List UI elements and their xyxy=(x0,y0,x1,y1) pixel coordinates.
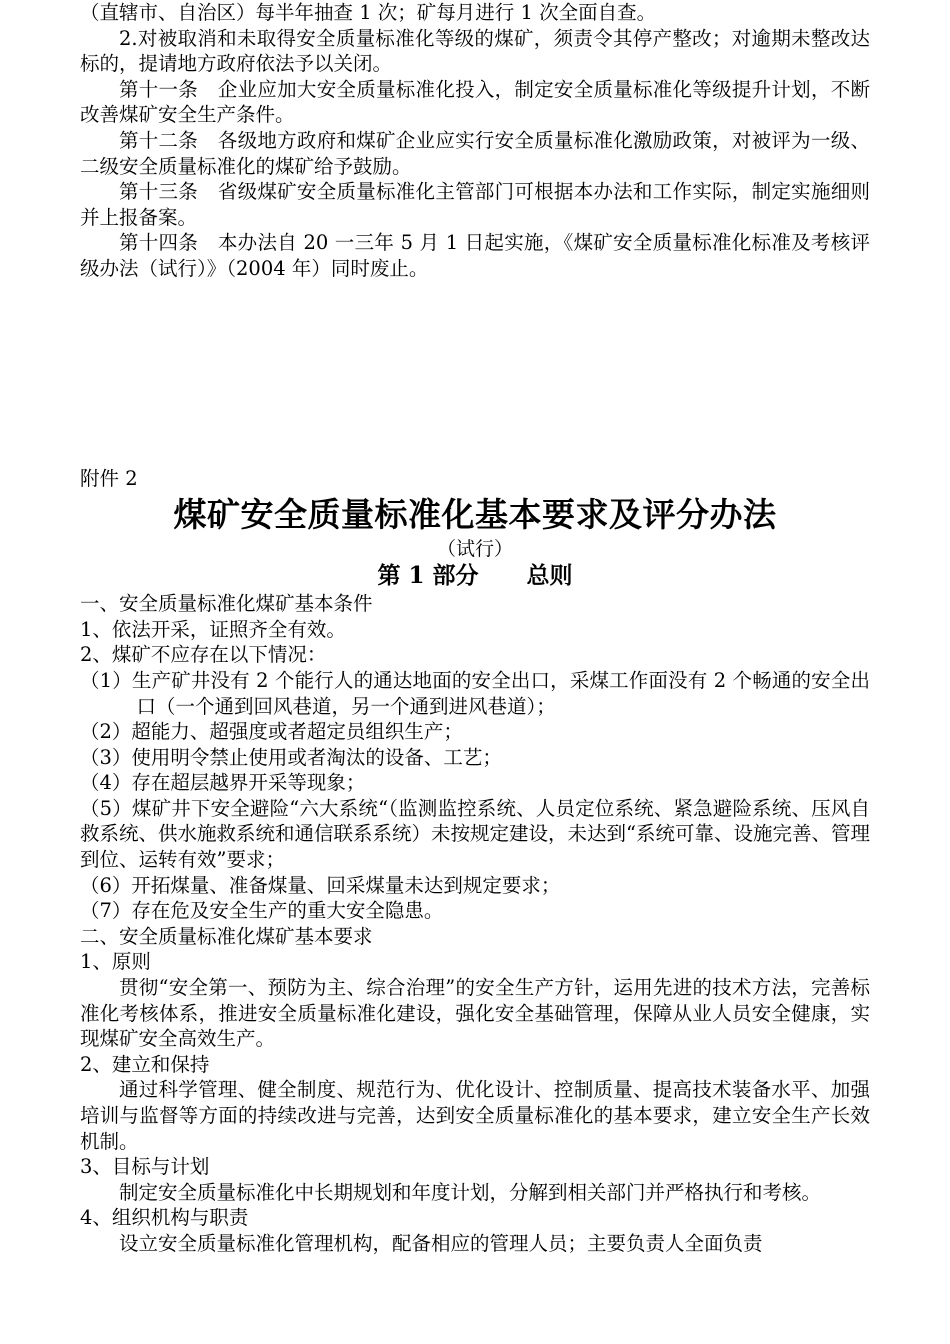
condition-item-2: 2、煤矿不应存在以下情况： xyxy=(80,643,327,667)
article-11: 第十一条 企业应加大安全质量标准化投入，制定安全质量标准化等级提升计划，不断改善煤矿安全生产条件。 xyxy=(80,77,870,127)
condition-sub-7: （7）存在危及安全生产的重大安全隐患。 xyxy=(80,899,444,923)
condition-sub-5: （5）煤矿井下安全避险“六大系统“（监测监控系统、人员定位系统、紧急避险系统、压风自救系统、供水施救系统和通信联系系统）未按规定建设，未达到“系统可靠、设施完善、管理到位、运转有效”要求； xyxy=(80,796,870,872)
condition-sub-3: （3）使用明令禁止使用或者淘汰的设备、工艺； xyxy=(80,745,502,769)
paragraph-item-2: 2.对被取消和未取得安全质量标准化等级的煤矿，须责令其停产整改；对逾期未整改达标的，提请地方政府依法予以关闭。 xyxy=(80,26,870,76)
part-heading: 第 1 部分 总则 xyxy=(377,562,573,590)
condition-sub-2: （2）超能力、超强度或者超定员组织生产； xyxy=(80,720,463,744)
requirement-text-2: 通过科学管理、健全制度、规范行为、优化设计、控制质量、提高技术装备水平、加强培训与监督等方面的持续改进与完善，达到安全质量标准化的基本要求，建立安全生产长效机制。 xyxy=(80,1078,870,1153)
section-heading-1: 一、安全质量标准化煤矿基本条件 xyxy=(80,592,373,616)
document-subtitle: （试行） xyxy=(436,538,513,561)
requirement-heading-2: 2、建立和保持 xyxy=(80,1052,210,1076)
requirement-text-3: 制定安全质量标准化中长期规划和年度计划，分解到相关部门并严格执行和考核。 xyxy=(119,1180,822,1204)
condition-sub-4: （4）存在超层越界开采等现象； xyxy=(80,771,366,795)
article-14: 第十四条 本办法自 20 一三年 5 月 1 日起实施，《煤矿安全质量标准化标准及考核评级办法（试行）》（2004 年）同时废止。 xyxy=(80,231,870,280)
requirement-text-4: 设立安全质量标准化管理机构，配备相应的管理人员；主要负责人全面负责 xyxy=(119,1231,763,1255)
blank-gap xyxy=(80,282,870,460)
requirement-text-1: 贯彻“安全第一、预防为主、综合治理”的安全生产方针，运用先进的技术方法，完善标准化考核体系，推进安全质量标准化建设，强化安全基础管理，保障从业人员安全健康，实现煤矿安全高效生产。 xyxy=(80,976,870,1051)
paragraph-continuation: （直辖市、自治区）每半年抽查 1 次；矿每月进行 1 次全面自查。 xyxy=(80,1,657,24)
requirement-heading-3: 3、目标与计划 xyxy=(80,1155,210,1179)
condition-item-1: 1、依法开采，证照齐全有效。 xyxy=(80,617,346,641)
document-page xyxy=(80,0,870,1257)
article-13: 第十三条 省级煤矿安全质量标准化主管部门可根据本办法和工作实际，制定实施细则并上报备案。 xyxy=(80,180,870,229)
requirement-heading-1: 1、原则 xyxy=(80,950,151,974)
requirement-heading-4: 4、组织机构与职责 xyxy=(80,1206,249,1230)
document-title: 煤矿安全质量标准化基本要求及评分办法 xyxy=(173,495,777,535)
condition-sub-6: （6）开拓煤量、准备煤量、回采煤量未达到规定要求； xyxy=(80,873,561,897)
condition-sub-1: （1）生产矿井没有 2 个能行人的通达地面的安全出口，采煤工作面没有 2 个畅通的安全出口（一个通到回风巷道，另一个通到进风巷道）； xyxy=(80,668,870,718)
annex-label: 附件 2 xyxy=(80,466,138,490)
section-heading-2: 二、安全质量标准化煤矿基本要求 xyxy=(80,924,373,948)
article-12: 第十二条 各级地方政府和煤矿企业应实行安全质量标准化激励政策，对被评为一级、二级安全质量标准化的煤矿给予鼓励。 xyxy=(80,128,870,178)
